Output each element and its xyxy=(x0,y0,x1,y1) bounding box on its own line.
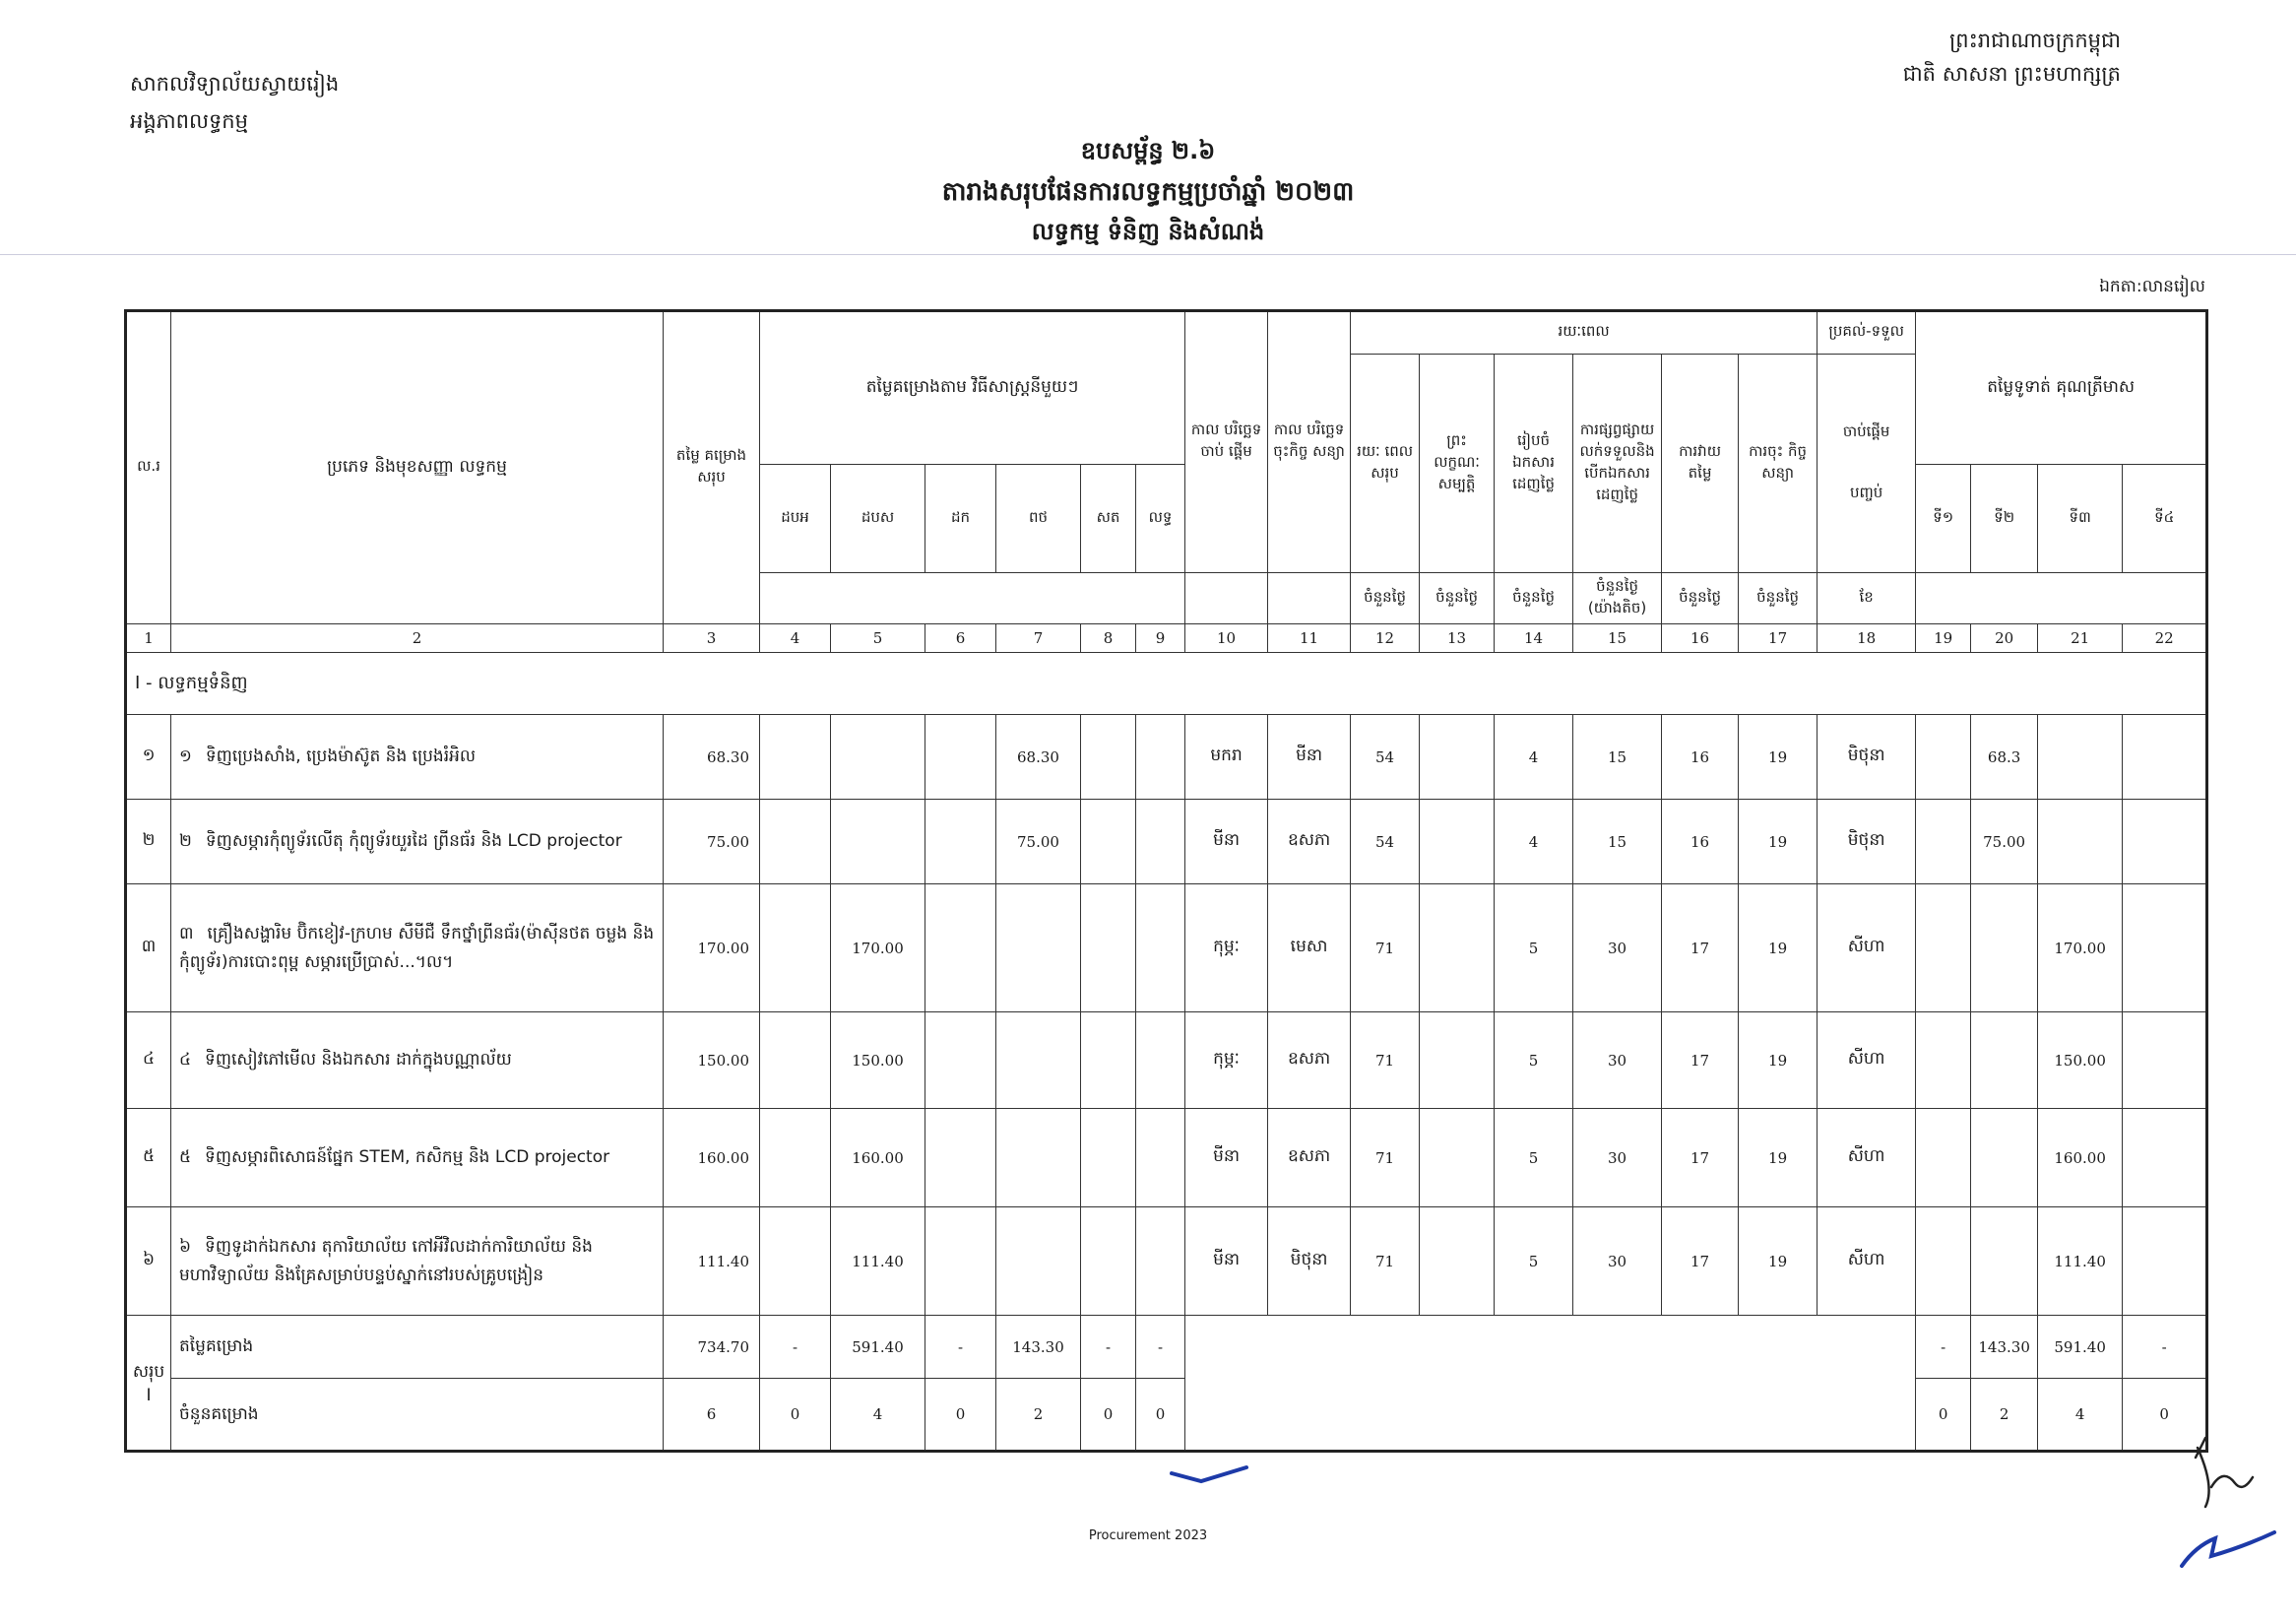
row-duration-3: 5 xyxy=(1495,884,1573,1012)
summary-cost-q1: - xyxy=(1916,1316,1971,1379)
row-end: សីហា xyxy=(1818,1109,1916,1207)
procurement-table xyxy=(124,309,2208,1453)
row-name xyxy=(171,715,664,800)
row-method-2: 170.00 xyxy=(831,884,925,1012)
row-duration-6: 19 xyxy=(1739,884,1818,1012)
row-start: មីនា xyxy=(1185,800,1268,884)
column-number: 8 xyxy=(1081,624,1136,653)
summary-cost-m3: - xyxy=(925,1316,996,1379)
column-number: 17 xyxy=(1739,624,1818,653)
summary-cost-q2: 143.30 xyxy=(1971,1316,2038,1379)
unit-end: ខែ xyxy=(1818,573,1916,624)
col-method-3: ដក xyxy=(925,465,996,573)
col-end-header xyxy=(1818,355,1916,573)
row-duration-4: 30 xyxy=(1573,884,1662,1012)
row-duration-5: 16 xyxy=(1662,715,1739,800)
table-row xyxy=(126,1207,2207,1316)
column-number: 6 xyxy=(925,624,996,653)
row-quarter-4 xyxy=(2123,1207,2207,1316)
row-method-1 xyxy=(760,884,831,1012)
row-quarter-3: 111.40 xyxy=(2038,1207,2123,1316)
row-method-4 xyxy=(996,1207,1081,1316)
col-start-header: កាល បរិច្ឆេទ ចាប់ ផ្តើម xyxy=(1185,311,1268,573)
row-duration-4: 30 xyxy=(1573,1109,1662,1207)
summary-cost-m6: - xyxy=(1136,1316,1185,1379)
row-contract: ឧសភា xyxy=(1268,1109,1351,1207)
row-method-6 xyxy=(1136,1207,1185,1316)
row-quarter-4 xyxy=(2123,1109,2207,1207)
col-duration-1: រយៈ ពេល សរុប xyxy=(1351,355,1420,573)
row-quarter-4 xyxy=(2123,884,2207,1012)
summary-label: សរុប I xyxy=(126,1316,171,1452)
col-method-1: ដបអ xyxy=(760,465,831,573)
row-duration-2 xyxy=(1420,1207,1495,1316)
row-description: ទិញប្រេងសាំង, ប្រេងម៉ាស៊ូត និង ប្រេងរំអិល xyxy=(205,747,477,767)
summary-count-m2: 4 xyxy=(831,1379,925,1452)
row-method-1 xyxy=(760,1207,831,1316)
quarter-unit-blank xyxy=(1916,573,2207,624)
col-duration-group: រយៈពេល xyxy=(1351,311,1818,355)
row-sub-no: ៦ xyxy=(179,1236,192,1257)
column-number: 14 xyxy=(1495,624,1573,653)
col-quarter-2: ទី២ xyxy=(1971,465,2038,573)
row-no: ៦ xyxy=(126,1207,171,1316)
row-start: កុម្ភៈ xyxy=(1185,1012,1268,1109)
summary-cost-total: 734.70 xyxy=(664,1316,760,1379)
method-units-blank xyxy=(760,573,1185,624)
row-method-3 xyxy=(925,1109,996,1207)
row-duration-5: 16 xyxy=(1662,800,1739,884)
row-quarter-1 xyxy=(1916,800,1971,884)
row-total: 150.00 xyxy=(664,1012,760,1109)
contract-unit-blank xyxy=(1268,573,1351,624)
row-quarter-2: 75.00 xyxy=(1971,800,2038,884)
row-duration-5: 17 xyxy=(1662,1012,1739,1109)
row-method-5 xyxy=(1081,800,1136,884)
col-quarter-3: ទី៣ xyxy=(2038,465,2123,573)
row-duration-3: 5 xyxy=(1495,1207,1573,1316)
row-quarter-1 xyxy=(1916,1109,1971,1207)
unit-label: ឯកតា:លានរៀល xyxy=(2099,277,2205,296)
column-number: 15 xyxy=(1573,624,1662,653)
row-method-4: 68.30 xyxy=(996,715,1081,800)
row-method-1 xyxy=(760,1109,831,1207)
row-duration-2 xyxy=(1420,715,1495,800)
row-duration-1: 71 xyxy=(1351,1012,1420,1109)
column-number: 7 xyxy=(996,624,1081,653)
row-quarter-4 xyxy=(2123,715,2207,800)
row-duration-2 xyxy=(1420,1012,1495,1109)
summary-count-q4: 0 xyxy=(2123,1379,2207,1452)
col-method-4: ពថ xyxy=(996,465,1081,573)
row-sub-no: ៤ xyxy=(179,1050,192,1071)
initials-signature xyxy=(2176,1428,2284,1576)
row-quarter-4 xyxy=(2123,800,2207,884)
col-duration-6: ការចុះ កិច្ចសន្យា xyxy=(1739,355,1818,573)
column-number: 3 xyxy=(664,624,760,653)
row-total: 68.30 xyxy=(664,715,760,800)
row-sub-no: ៣ xyxy=(179,923,194,943)
col-total-header: តម្លៃ គម្រោង សរុប xyxy=(664,311,760,624)
column-number: 10 xyxy=(1185,624,1268,653)
row-duration-1: 71 xyxy=(1351,1109,1420,1207)
row-quarter-1 xyxy=(1916,884,1971,1012)
row-method-2 xyxy=(831,800,925,884)
col-method-group: តម្លៃគម្រោងតាម វិធីសាស្ត្រនីមួយៗ xyxy=(760,311,1185,465)
table-row xyxy=(126,884,2207,1012)
col-name-header: ប្រភេទ និងមុខសញ្ញា លទ្ធកម្ម xyxy=(171,311,664,624)
row-method-1 xyxy=(760,1012,831,1109)
summary-count-label: ចំនួនគម្រោង xyxy=(171,1379,664,1452)
table-row xyxy=(126,1012,2207,1109)
row-quarter-3: 150.00 xyxy=(2038,1012,2123,1109)
column-number: 4 xyxy=(760,624,831,653)
row-total: 111.40 xyxy=(664,1207,760,1316)
row-end: សីហា xyxy=(1818,884,1916,1012)
summary-count-m5: 0 xyxy=(1081,1379,1136,1452)
row-end: សីហា xyxy=(1818,1012,1916,1109)
summary-count-m4: 2 xyxy=(996,1379,1081,1452)
col-end-sub2: បញ្ចប់ xyxy=(1849,483,1883,501)
column-number: 2 xyxy=(171,624,664,653)
row-duration-6: 19 xyxy=(1739,1012,1818,1109)
row-method-5 xyxy=(1081,884,1136,1012)
row-end: សីហា xyxy=(1818,1207,1916,1316)
row-duration-4: 15 xyxy=(1573,715,1662,800)
col-duration-4: ការផ្សព្វផ្សាយ លក់ទទួលនិង បើកឯកសារ ដេញថ្លៃ xyxy=(1573,355,1662,573)
row-description: គ្រឿងសង្ហារិម ប៊ិកខៀវ-ក្រហម សឺមីជឺ ទឹកថ្នាំព្រីនធ័រ(ម៉ាស៊ីនថត ចម្លង និង កុំព្យូទ័រ)ការបោះពុម្ព សម្ភារប្រើប្រាស់...។ល។ xyxy=(179,923,655,972)
unit-duration-4: ចំនួនថ្ងៃ (យ៉ាងតិច) xyxy=(1573,573,1662,624)
row-quarter-4 xyxy=(2123,1012,2207,1109)
row-contract: មេសា xyxy=(1268,884,1351,1012)
col-quarter-4: ទី៤ xyxy=(2123,465,2207,573)
row-total: 170.00 xyxy=(664,884,760,1012)
summary-count-total: 6 xyxy=(664,1379,760,1452)
row-start: មីនា xyxy=(1185,1207,1268,1316)
summary-count-m6: 0 xyxy=(1136,1379,1185,1452)
row-duration-3: 5 xyxy=(1495,1109,1573,1207)
row-duration-6: 19 xyxy=(1739,1109,1818,1207)
row-quarter-1 xyxy=(1916,715,1971,800)
unit-duration-2: ចំនួនថ្ងៃ xyxy=(1420,573,1495,624)
row-method-2: 111.40 xyxy=(831,1207,925,1316)
row-no: ១ xyxy=(126,715,171,800)
row-duration-4: 15 xyxy=(1573,800,1662,884)
row-method-6 xyxy=(1136,800,1185,884)
row-method-6 xyxy=(1136,1109,1185,1207)
row-method-4 xyxy=(996,884,1081,1012)
row-name xyxy=(171,1012,664,1109)
row-duration-4: 30 xyxy=(1573,1207,1662,1316)
col-method-6: លទ្ធ xyxy=(1136,465,1185,573)
row-method-5 xyxy=(1081,1207,1136,1316)
row-no: ៣ xyxy=(126,884,171,1012)
row-duration-6: 19 xyxy=(1739,715,1818,800)
row-method-3 xyxy=(925,1012,996,1109)
row-duration-5: 17 xyxy=(1662,884,1739,1012)
row-quarter-2: 68.3 xyxy=(1971,715,2038,800)
row-duration-2 xyxy=(1420,884,1495,1012)
column-number: 20 xyxy=(1971,624,2038,653)
row-method-2 xyxy=(831,715,925,800)
annex-title: ឧបសម្ព័ន្ធ ២.៦ xyxy=(1080,137,1216,164)
row-method-1 xyxy=(760,800,831,884)
col-end-group: ប្រគល់-ទទួល xyxy=(1818,311,1916,355)
row-duration-1: 54 xyxy=(1351,800,1420,884)
table-row xyxy=(126,800,2207,884)
pen-mark xyxy=(1162,1458,1260,1497)
row-contract: មិថុនា xyxy=(1268,1207,1351,1316)
unit-duration-3: ចំនួនថ្ងៃ xyxy=(1495,573,1573,624)
row-start: មករា xyxy=(1185,715,1268,800)
row-quarter-3: 160.00 xyxy=(2038,1109,2123,1207)
row-duration-2 xyxy=(1420,1109,1495,1207)
summary-cost-q3: 591.40 xyxy=(2038,1316,2123,1379)
summary-count-q3: 4 xyxy=(2038,1379,2123,1452)
row-quarter-3 xyxy=(2038,800,2123,884)
row-sub-no: ៥ xyxy=(179,1147,192,1168)
page-subtitle: លទ្ធកម្ម ទំនិញ និងសំណង់ xyxy=(1031,218,1265,245)
column-number: 22 xyxy=(2123,624,2207,653)
university-name: សាកលវិទ្យាល័យស្វាយរៀង xyxy=(130,72,340,96)
col-duration-3: រៀបចំ ឯកសារ ដេញថ្លៃ xyxy=(1495,355,1573,573)
row-quarter-3 xyxy=(2038,715,2123,800)
row-method-3 xyxy=(925,1207,996,1316)
column-number: 11 xyxy=(1268,624,1351,653)
unit-duration-6: ចំនួនថ្ងៃ xyxy=(1739,573,1818,624)
column-number: 16 xyxy=(1662,624,1739,653)
col-quarter-group: តម្លៃទូទាត់ គុណត្រីមាស xyxy=(1916,311,2207,465)
row-contract: មីនា xyxy=(1268,715,1351,800)
row-duration-3: 4 xyxy=(1495,800,1573,884)
row-quarter-1 xyxy=(1916,1207,1971,1316)
page-title: តារាងសរុបផែនការលទ្ធកម្មប្រចាំឆ្នាំ ២០២៣ xyxy=(941,177,1355,207)
row-contract: ឧសភា xyxy=(1268,800,1351,884)
column-number: 12 xyxy=(1351,624,1420,653)
row-start: កុម្ភៈ xyxy=(1185,884,1268,1012)
table-row xyxy=(126,715,2207,800)
col-duration-2: ព្រះ លក្ខណៈ សម្បត្តិ xyxy=(1420,355,1495,573)
summary-cost-m2: 591.40 xyxy=(831,1316,925,1379)
column-number: 13 xyxy=(1420,624,1495,653)
row-duration-3: 4 xyxy=(1495,715,1573,800)
row-quarter-2 xyxy=(1971,884,2038,1012)
row-description: ទិញសៀវភៅមើល និងឯកសារ ដាក់ក្នុងបណ្ណាល័យ xyxy=(205,1050,512,1071)
row-method-4 xyxy=(996,1012,1081,1109)
column-number: 19 xyxy=(1916,624,1971,653)
row-method-4 xyxy=(996,1109,1081,1207)
row-quarter-3: 170.00 xyxy=(2038,884,2123,1012)
column-number-row xyxy=(126,624,2207,653)
summary-cost-m4: 143.30 xyxy=(996,1316,1081,1379)
column-number: 1 xyxy=(126,624,171,653)
category-heading: I - លទ្ធកម្មទំនិញ xyxy=(126,653,2207,715)
unit-name: អង្គភាពលទ្ធកម្ម xyxy=(130,109,248,133)
row-sub-no: ១ xyxy=(179,747,192,767)
row-sub-no: ២ xyxy=(179,831,192,852)
col-method-2: ដបស xyxy=(831,465,925,573)
row-duration-1: 54 xyxy=(1351,715,1420,800)
kingdom-motto: ជាតិ សាសនា ព្រះមហាក្សត្រ xyxy=(1902,62,2121,86)
row-no: ២ xyxy=(126,800,171,884)
divider xyxy=(0,254,2296,255)
start-unit-blank xyxy=(1185,573,1268,624)
row-method-5 xyxy=(1081,1109,1136,1207)
summary-count-q1: 0 xyxy=(1916,1379,1971,1452)
row-name xyxy=(171,800,664,884)
summary-count-m3: 0 xyxy=(925,1379,996,1452)
column-number: 18 xyxy=(1818,624,1916,653)
row-start: មីនា xyxy=(1185,1109,1268,1207)
row-method-6 xyxy=(1136,1012,1185,1109)
row-quarter-1 xyxy=(1916,1012,1971,1109)
row-duration-2 xyxy=(1420,800,1495,884)
row-no: ៤ xyxy=(126,1012,171,1109)
summary-count-q2: 2 xyxy=(1971,1379,2038,1452)
row-method-4: 75.00 xyxy=(996,800,1081,884)
row-method-6 xyxy=(1136,715,1185,800)
col-no-header: ល.រ xyxy=(126,311,171,624)
row-name xyxy=(171,1109,664,1207)
summary-blank xyxy=(1185,1316,1916,1452)
row-description: ទិញសម្ភារពិសោធន៍ផ្នែក STEM, កសិកម្ម និង LCD projector xyxy=(205,1147,610,1168)
column-number: 9 xyxy=(1136,624,1185,653)
row-method-5 xyxy=(1081,1012,1136,1109)
row-total: 160.00 xyxy=(664,1109,760,1207)
row-duration-6: 19 xyxy=(1739,1207,1818,1316)
unit-duration-1: ចំនួនថ្ងៃ xyxy=(1351,573,1420,624)
col-quarter-1: ទី១ xyxy=(1916,465,1971,573)
row-duration-3: 5 xyxy=(1495,1012,1573,1109)
summary-count-m1: 0 xyxy=(760,1379,831,1452)
summary-cost-q4: - xyxy=(2123,1316,2207,1379)
row-method-6 xyxy=(1136,884,1185,1012)
row-total: 75.00 xyxy=(664,800,760,884)
row-duration-4: 30 xyxy=(1573,1012,1662,1109)
row-contract: ឧសភា xyxy=(1268,1012,1351,1109)
summary-cost-m1: - xyxy=(760,1316,831,1379)
footer-label: Procurement 2023 xyxy=(1088,1528,1208,1543)
row-duration-5: 17 xyxy=(1662,1109,1739,1207)
row-name xyxy=(171,1207,664,1316)
col-method-5: សត xyxy=(1081,465,1136,573)
row-duration-6: 19 xyxy=(1739,800,1818,884)
kingdom-title: ព្រះរាជាណាចក្រកម្ពុជា xyxy=(1948,29,2121,52)
row-method-5 xyxy=(1081,715,1136,800)
table-row xyxy=(126,1109,2207,1207)
col-contract-header: កាល បរិច្ឆេទ ចុះកិច្ច សន្យា xyxy=(1268,311,1351,573)
col-duration-5: ការវាយ តម្លៃ xyxy=(1662,355,1739,573)
row-method-3 xyxy=(925,715,996,800)
data-rows xyxy=(126,715,2207,1316)
row-quarter-2 xyxy=(1971,1109,2038,1207)
row-method-3 xyxy=(925,800,996,884)
row-duration-1: 71 xyxy=(1351,1207,1420,1316)
col-end-sub: ចាប់ផ្តើម xyxy=(1842,422,1890,440)
row-quarter-2 xyxy=(1971,1207,2038,1316)
row-name xyxy=(171,884,664,1012)
row-quarter-2 xyxy=(1971,1012,2038,1109)
column-number: 21 xyxy=(2038,624,2123,653)
row-end: មិថុនា xyxy=(1818,800,1916,884)
unit-duration-5: ចំនួនថ្ងៃ xyxy=(1662,573,1739,624)
row-method-3 xyxy=(925,884,996,1012)
row-description: ទិញទូដាក់ឯកសារ តុការិយាល័យ កៅអីវិលដាក់ការិយាល័យ និង មហាវិទ្យាល័យ និងគ្រែសម្រាប់បន្ទប់ស្នាក់នៅរបស់គ្រូបង្រៀន xyxy=(179,1236,593,1285)
row-no: ៥ xyxy=(126,1109,171,1207)
row-method-1 xyxy=(760,715,831,800)
column-number: 5 xyxy=(831,624,925,653)
row-description: ទិញសម្ភារកុំព្យូទ័រលើតុ កុំព្យូទ័រយួរដៃ ព្រីនធ័រ និង LCD projector xyxy=(205,831,622,852)
summary-cost-m5: - xyxy=(1081,1316,1136,1379)
row-duration-1: 71 xyxy=(1351,884,1420,1012)
summary-cost-label: តម្លៃគម្រោង xyxy=(171,1316,664,1379)
row-duration-5: 17 xyxy=(1662,1207,1739,1316)
row-end: មិថុនា xyxy=(1818,715,1916,800)
row-method-2: 160.00 xyxy=(831,1109,925,1207)
row-method-2: 150.00 xyxy=(831,1012,925,1109)
